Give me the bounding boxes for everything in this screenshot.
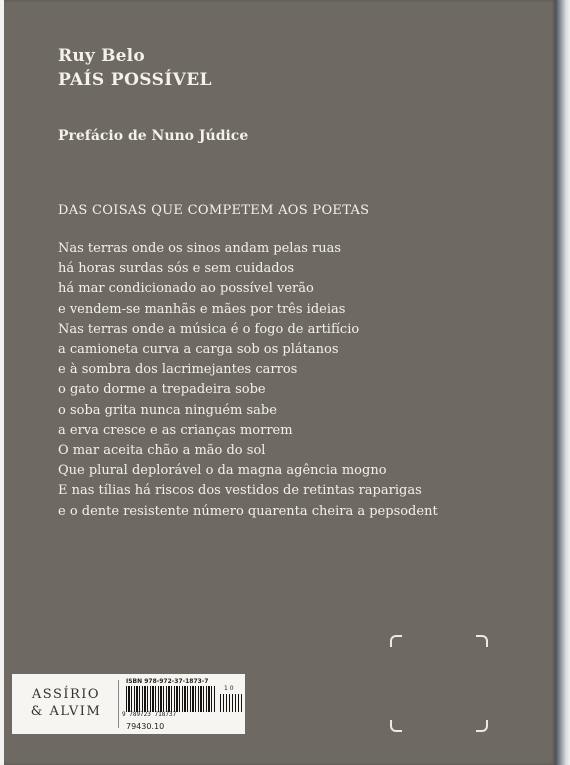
poem-line: o soba grita nunca ninguém sabe xyxy=(58,402,277,418)
publisher-name-line1: ASSÍRIO xyxy=(31,687,101,702)
frame-corner-bottom-right xyxy=(476,720,488,732)
poem-text xyxy=(58,239,538,522)
frame-corner-top-left xyxy=(390,635,402,647)
poem-line: O mar aceita chão a mão do sol xyxy=(58,443,266,459)
book-title: PAÍS POSSÍVEL xyxy=(58,70,212,90)
barcode-digits: 9 789723 718737 xyxy=(122,711,177,718)
publisher-name-line2: & ALVIM xyxy=(30,704,102,719)
poem-line: e à sombra dos lacrimejantes carros xyxy=(58,362,298,378)
poem-line: Nas terras onde a música é o fogo de artifício xyxy=(58,321,360,337)
poem-line: o gato dorme a trepadeira sobe xyxy=(58,382,266,398)
label-divider xyxy=(118,680,119,728)
poem-line: Nas terras onde os sinos andam pelas ruas xyxy=(58,241,342,256)
poem-line: há mar condicionado ao possível verão xyxy=(58,281,314,297)
book-edge xyxy=(556,0,570,765)
product-code: 79430.10 xyxy=(126,722,165,731)
poem-line: a erva cresce e as crianças morrem xyxy=(58,422,293,438)
preface-credit: Prefácio de Nuno Júdice xyxy=(58,128,249,144)
barcode xyxy=(126,686,216,712)
author-name: Ruy Belo xyxy=(58,46,145,66)
poem-line: e vendem-se manhãs e mães por três ideias xyxy=(58,301,346,317)
isbn-text: ISBN 978-972-37-1873-7 xyxy=(126,678,209,685)
poem-line: Que plural deplorável o da magna agência mogno xyxy=(58,463,387,479)
publisher-barcode-label xyxy=(12,674,245,734)
poem-line: a camioneta curva a carga sob os plátanos xyxy=(58,342,339,358)
poem-line: E nas tílias há riscos dos vestidos de retintas raparigas xyxy=(58,483,422,499)
barcode-addon xyxy=(220,694,242,712)
frame-corner-bottom-left xyxy=(390,720,402,732)
barcode-addon-digits: 1 0 xyxy=(224,685,234,692)
poem-line: há horas surdas sós e sem cuidados xyxy=(58,261,295,277)
poem-title: DAS COISAS QUE COMPETEM AOS POETAS xyxy=(58,203,370,218)
frame-corner-top-right xyxy=(476,635,488,647)
publisher-logo xyxy=(18,686,114,720)
poem-line: e o dente resistente número quarenta cheira a pepsodent xyxy=(58,503,438,519)
